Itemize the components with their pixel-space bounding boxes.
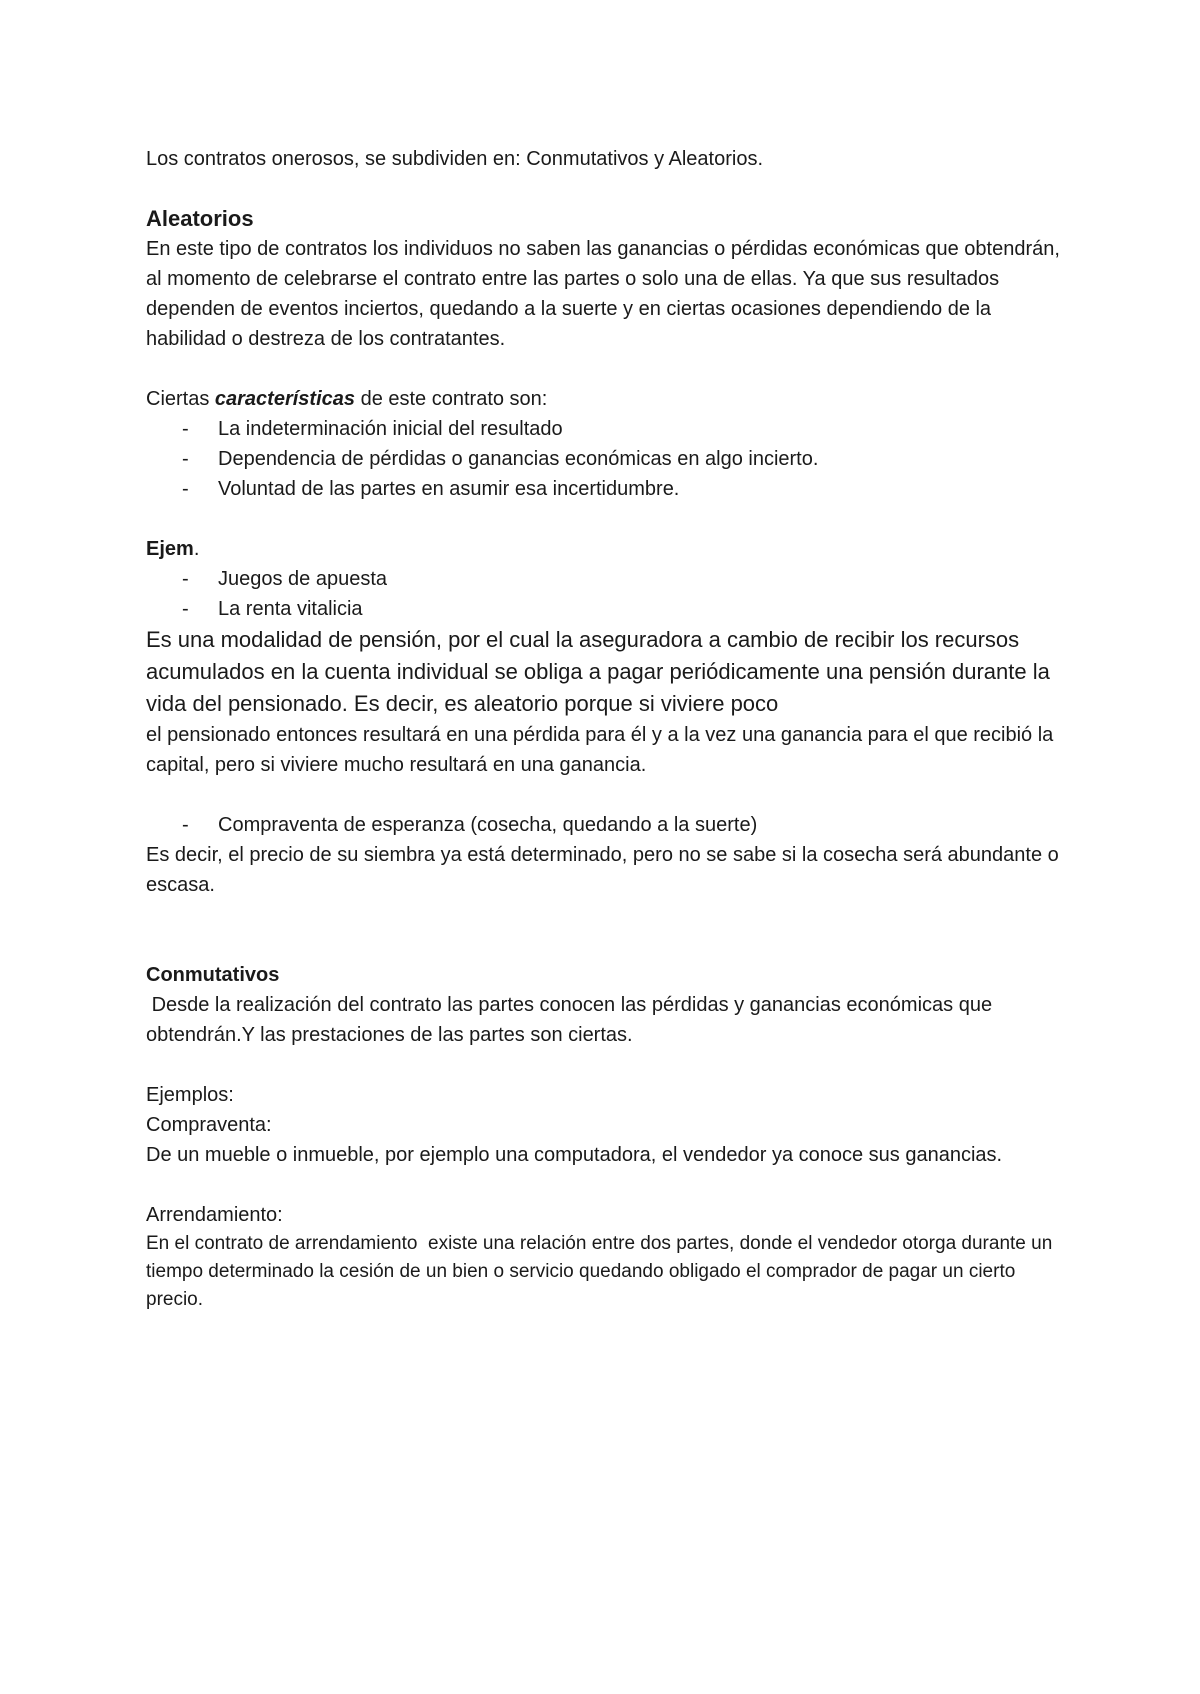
spacer (146, 504, 1076, 534)
list-item-text: La indeterminación inicial del resultado (218, 418, 563, 440)
spacer (146, 1050, 1076, 1080)
aleatorios-heading: Aleatorios (146, 206, 254, 231)
list-item (182, 564, 1076, 594)
list-item-text: Dependencia de pérdidas o ganancias económicas en algo incierto. (218, 448, 819, 470)
characteristics-emphasis: características (214, 388, 356, 410)
compraventa-description: De un mueble o inmueble, por ejemplo una computadora, el vendedor ya conoce sus ganancias. (146, 1144, 1003, 1166)
document-content (146, 144, 1076, 1314)
renta-description-small: el pensionado entonces resultará en una pérdida para él y a la vez una ganancia para el que recibió la capital, pero si viviere mucho resultará en una ganancia. (146, 724, 1054, 776)
example-label-suffix: . (193, 538, 200, 560)
examples-label: Ejemplos: (146, 1084, 234, 1106)
spacer (146, 1170, 1076, 1200)
example-3-description: Es decir, el precio de su siembra ya está determinado, pero no se sabe si la cosecha será abundante o escasa. (146, 844, 1059, 896)
characteristics-intro (146, 384, 1076, 414)
dash-bullet-icon: - (182, 478, 189, 500)
list-item-text: Voluntad de las partes en asumir esa incertidumbre. (218, 478, 680, 500)
characteristics-list (146, 414, 1076, 504)
intro-paragraph: Los contratos onerosos, se subdividen en: Conmutativos y Aleatorios. (146, 148, 764, 170)
characteristics-prefix: Ciertas (146, 388, 215, 410)
list-item (182, 444, 1076, 474)
examples-list (146, 564, 1076, 624)
spacer (146, 900, 1076, 960)
arrendamiento-description: En el contrato de arrendamiento existe una relación entre dos partes, donde el vendedor otorga durante un tiempo determinado la cesión de un bien o servicio quedando obligado el comprador de pagar un cierto precio. (146, 1233, 1058, 1310)
characteristics-suffix: de este contrato son: (355, 388, 548, 410)
dash-bullet-icon: - (182, 448, 189, 470)
conmutativos-description: Desde la realización del contrato las partes conocen las pérdidas y ganancias económicas que obtendrán.Y las prestaciones de las partes son ciertas. (146, 994, 998, 1046)
dash-bullet-icon: - (182, 418, 189, 440)
aleatorios-description: En este tipo de contratos los individuos no saben las ganancias o pérdidas económicas que obtendrán, al momento de celebrarse el contrato entre las partes o solo una de ellas. Ya que sus resultados dependen de eventos inciertos, quedando a la suerte y en ciertas ocasiones dependiendo de la habilidad o destreza de los contratantes. (146, 238, 1060, 350)
conmutativos-heading: Conmutativos (146, 964, 280, 986)
renta-description-large: Es una modalidad de pensión, por el cual la aseguradora a cambio de recibir los recursos acumulados en la cuenta individual se obliga a pagar periódicamente una pensión durante la vida del pensionado. Es decir, es aleatorio porque si viviere poco (146, 627, 1050, 716)
example-label-text: Ejem (146, 538, 194, 560)
list-item (182, 810, 1076, 840)
list-item-text: Juegos de apuesta (218, 568, 388, 590)
dash-bullet-icon: - (182, 814, 189, 836)
list-item-text: Compraventa de esperanza (cosecha, quedando a la suerte) (218, 814, 758, 836)
arrendamiento-label: Arrendamiento: (146, 1204, 283, 1226)
spacer (146, 174, 1076, 204)
spacer (146, 780, 1076, 810)
list-item (182, 474, 1076, 504)
compraventa-label: Compraventa: (146, 1114, 272, 1136)
list-item (182, 594, 1076, 624)
dash-bullet-icon: - (182, 598, 189, 620)
list-item-text: La renta vitalicia (218, 598, 363, 620)
dash-bullet-icon: - (182, 568, 189, 590)
example-label (146, 534, 1076, 564)
examples-list-2 (146, 810, 1076, 840)
spacer (146, 354, 1076, 384)
list-item (182, 414, 1076, 444)
